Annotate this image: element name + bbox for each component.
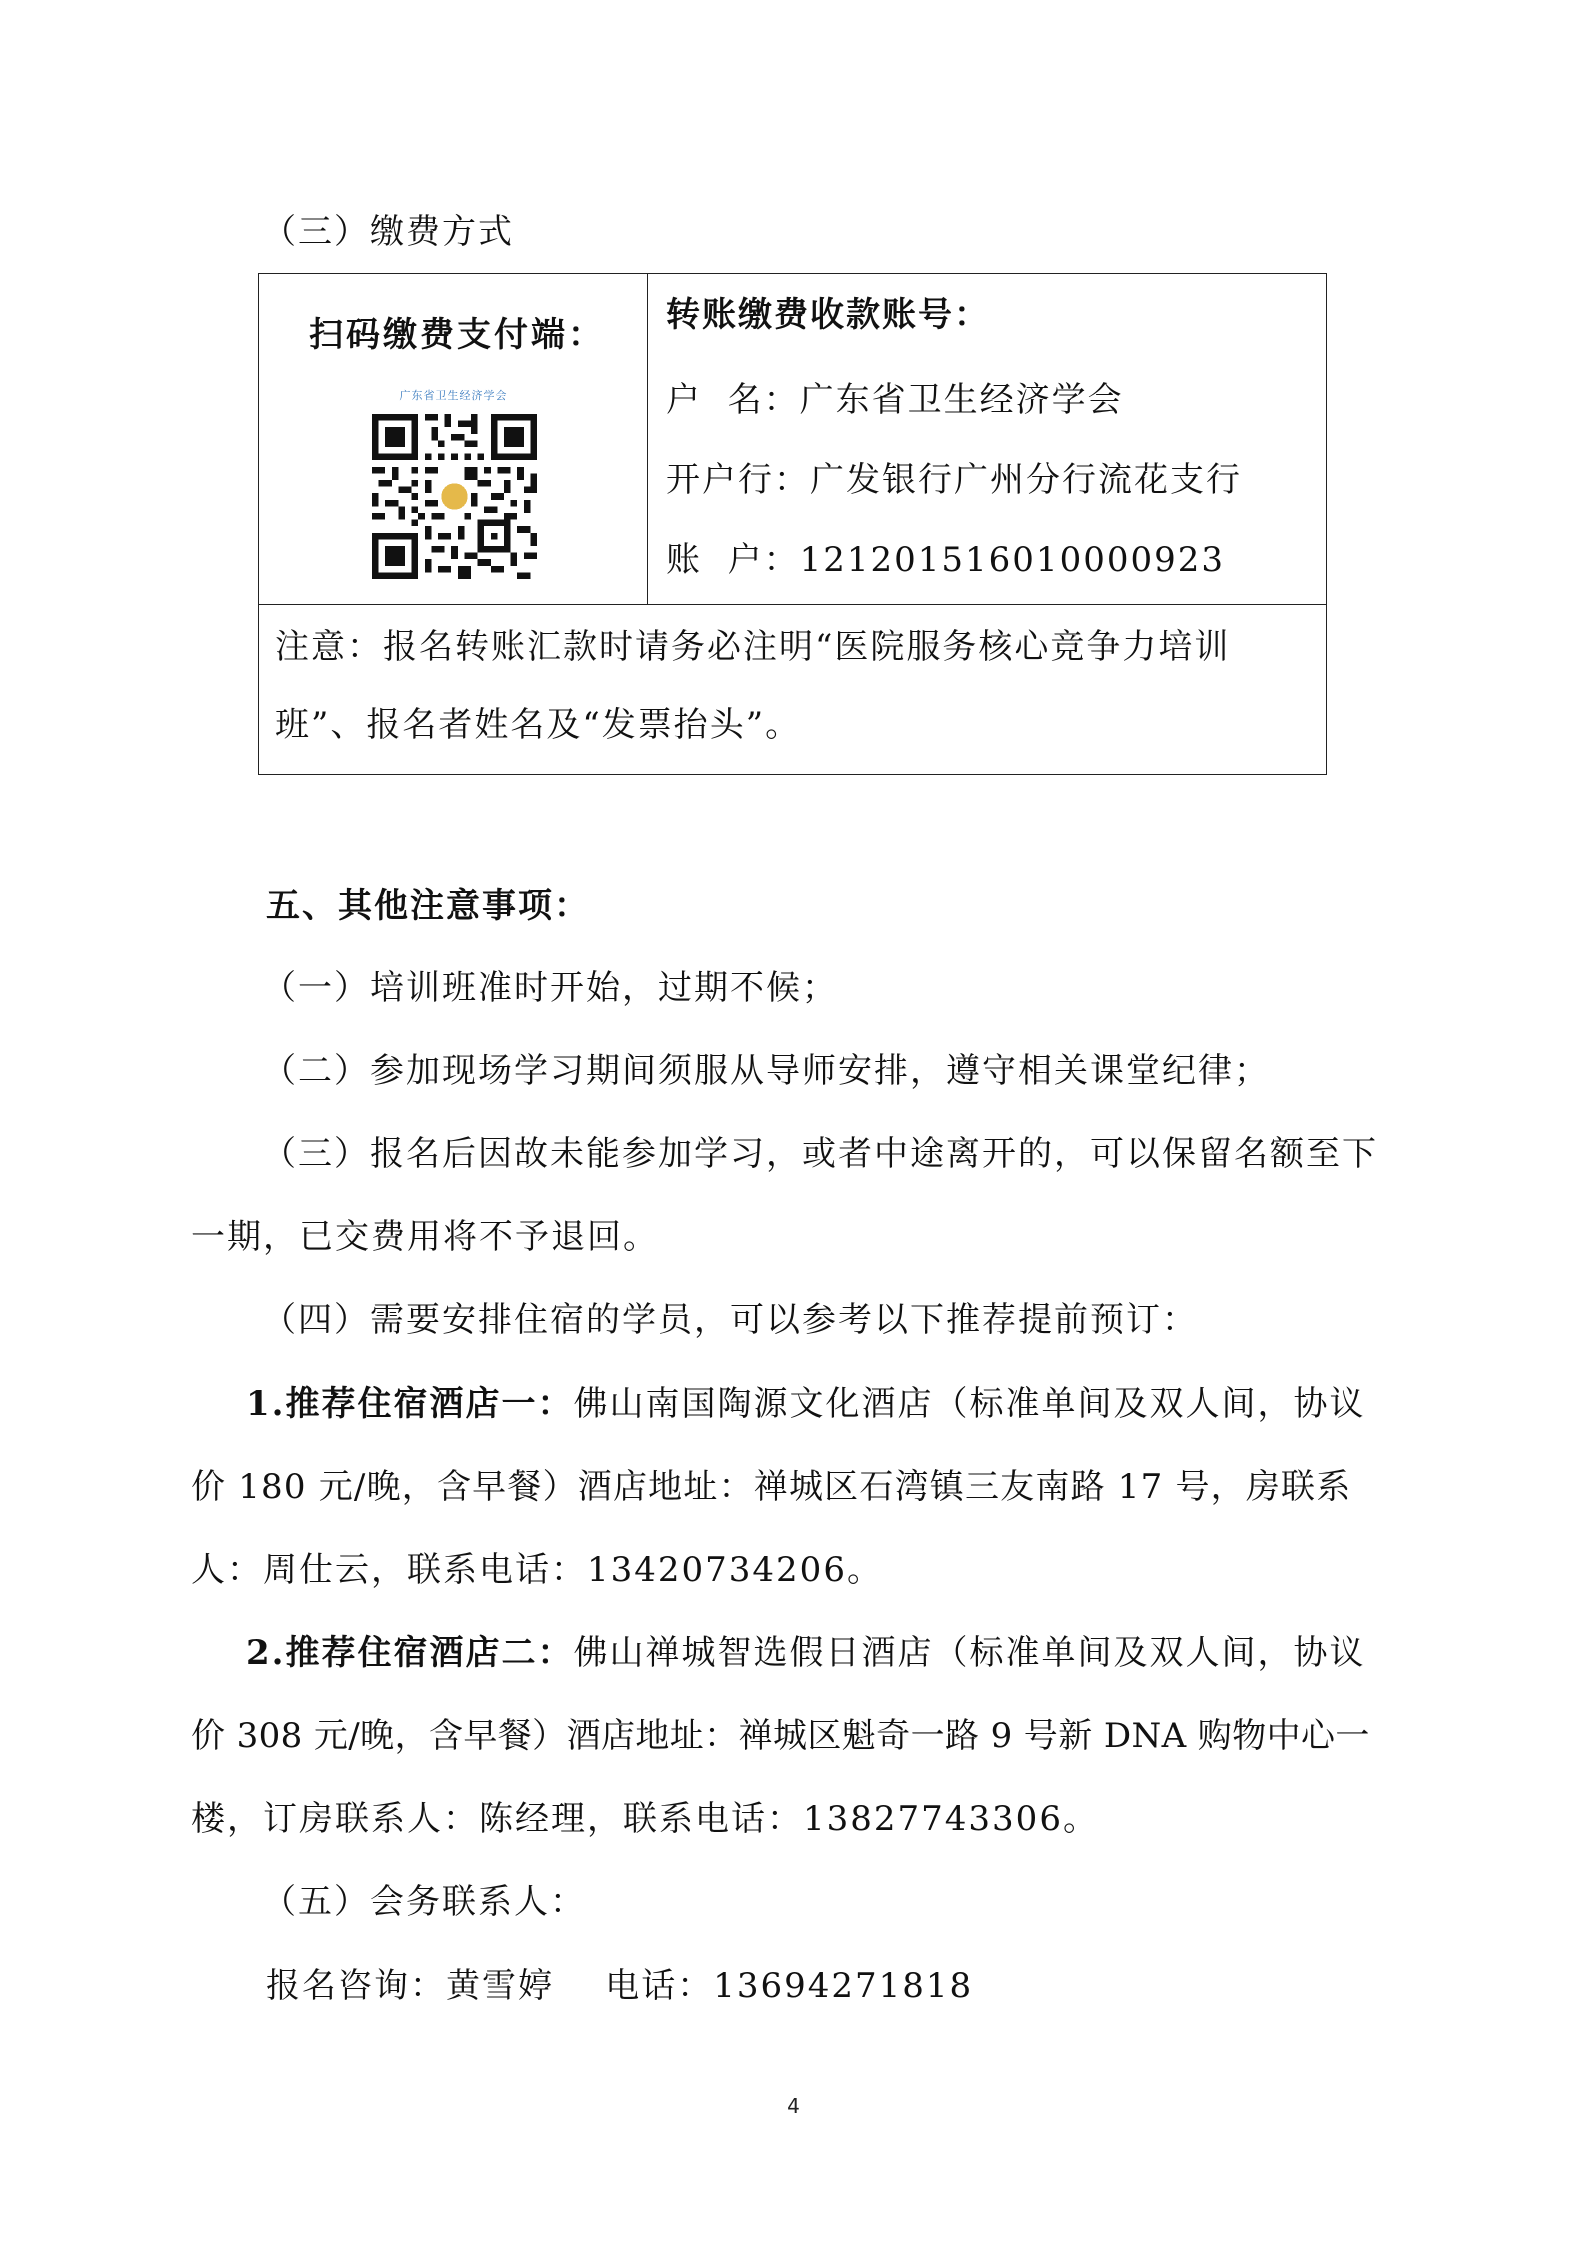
section5-item3-line2: 一期，已交费用将不予退回。 <box>191 1217 659 1257</box>
section5-heading: 五、其他注意事项： <box>266 886 590 926</box>
hotel2-line1 <box>246 1632 1366 1674</box>
bank-name: 开户行：广发银行广州分行流花支行 <box>666 460 1242 500</box>
section5-item2: （二）参加现场学习期间须服从导师安排，遵守相关课堂纪律； <box>262 1051 1270 1091</box>
hotel2-desc: 佛山禅城智选假日酒店（标准单间及双人间，协议 <box>573 1633 1366 1673</box>
payment-table-top-row <box>259 274 1326 605</box>
section5-item1: （一）培训班准时开始，过期不候； <box>262 968 838 1008</box>
account-name: 户 名：广东省卫生经济学会 <box>666 380 1124 420</box>
hotel1-line2: 价 180 元/晚，含早餐）酒店地址：禅城区石湾镇三友南路 17 号，房联系 <box>191 1467 1352 1507</box>
payment-heading: （三）缴费方式 <box>262 212 514 252</box>
bank-title: 转账缴费收款账号： <box>666 295 990 335</box>
contact-line: 报名咨询：黄雪婷 电话：13694271818 <box>266 1966 974 2006</box>
qr-title: 扫码缴费支付端： <box>309 315 605 355</box>
qr-cell <box>259 274 648 604</box>
qr-code-icon <box>372 414 537 579</box>
section5-item5: （五）会务联系人： <box>262 1882 586 1922</box>
hotel1-label: 1.推荐住宿酒店一： <box>246 1384 574 1424</box>
section5-item4: （四）需要安排住宿的学员，可以参考以下推荐提前预订： <box>262 1300 1198 1340</box>
hotel2-line3: 楼，订房联系人：陈经理，联系电话：13827743306。 <box>191 1799 1099 1839</box>
qr-caption: 广东省卫生经济学会 <box>399 389 508 402</box>
hotel2-label: 2.推荐住宿酒店二： <box>246 1633 574 1673</box>
page-number: 4 <box>787 2094 800 2118</box>
payment-note-line2: 班”、报名者姓名及“发票抬头”。 <box>275 705 802 745</box>
section5-item3-line1: （三）报名后因故未能参加学习，或者中途离开的，可以保留名额至下 <box>262 1134 1378 1174</box>
account-number: 账 户：121201516010000923 <box>666 540 1225 580</box>
payment-note-line1: 注意：报名转账汇款时请务必注明“医院服务核心竞争力培训 <box>275 627 1231 667</box>
hotel1-line3: 人：周仕云，联系电话：13420734206。 <box>191 1550 883 1590</box>
hotel1-desc: 佛山南国陶源文化酒店（标准单间及双人间，协议 <box>573 1384 1366 1424</box>
payment-table <box>258 273 1327 775</box>
hotel2-line2: 价 308 元/晚，含早餐）酒店地址：禅城区魁奇一路 9 号新 DNA 购物中心一 <box>191 1716 1370 1756</box>
bank-cell <box>648 274 1326 604</box>
hotel1-line1 <box>246 1383 1366 1425</box>
